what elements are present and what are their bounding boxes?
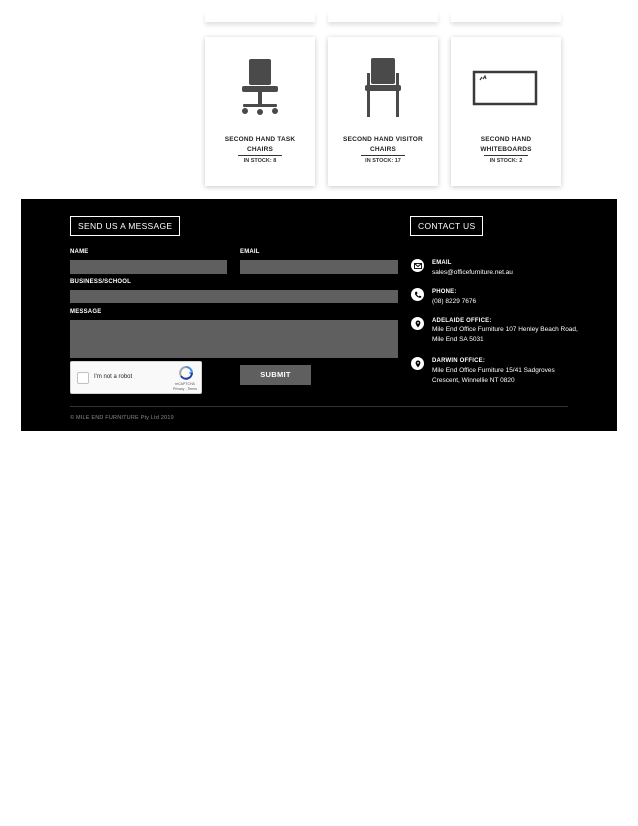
email-value[interactable]: sales@officefurniture.net.au bbox=[432, 269, 513, 276]
recaptcha-label: I'm not a robot bbox=[94, 374, 133, 380]
product-stock: IN STOCK: 17 bbox=[365, 158, 401, 164]
copyright-text: © MILE END FURNITURE Pty Ltd 2019 bbox=[70, 415, 174, 421]
location-pin-icon bbox=[411, 357, 424, 370]
product-name[interactable]: SECOND HAND VISITOR CHAIRS bbox=[343, 136, 423, 153]
product-name[interactable]: SECOND HAND WHITEBOARDS bbox=[480, 136, 532, 153]
product-card-visitor-chairs[interactable] bbox=[328, 37, 438, 186]
darwin-office-title: DARWIN OFFICE: bbox=[432, 358, 486, 364]
product-card-stub bbox=[451, 12, 561, 22]
visitor-chair-icon bbox=[328, 45, 438, 130]
adelaide-office-address: Mile End Office Furniture 107 Henley Beach Road, Mile End SA 5031 bbox=[432, 326, 578, 343]
adelaide-office-title: ADELAIDE OFFICE: bbox=[432, 318, 492, 324]
product-card-whiteboards[interactable] bbox=[451, 37, 561, 186]
product-card-stub bbox=[205, 12, 315, 22]
product-divider bbox=[361, 155, 405, 156]
email-input[interactable] bbox=[240, 260, 398, 274]
recaptcha-brand-text: reCAPTCHA bbox=[175, 382, 195, 386]
contact-us-title: CONTACT US bbox=[410, 216, 483, 236]
submit-button[interactable]: SUBMIT bbox=[240, 365, 311, 385]
product-name[interactable]: SECOND HAND TASK CHAIRS bbox=[224, 136, 296, 153]
phone-value[interactable]: (08) 8229 7676 bbox=[432, 298, 477, 305]
email-icon bbox=[411, 259, 424, 272]
name-label: NAME bbox=[70, 249, 89, 255]
footer-divider bbox=[70, 406, 568, 407]
name-input[interactable] bbox=[70, 260, 227, 274]
task-chair-icon bbox=[205, 45, 315, 130]
recaptcha-brand bbox=[173, 382, 197, 391]
whiteboard-icon bbox=[451, 45, 561, 130]
product-stock: IN STOCK: 8 bbox=[243, 158, 277, 164]
product-stock: IN STOCK: 2 bbox=[489, 158, 523, 164]
product-card-stub bbox=[328, 12, 438, 22]
business-label: BUSINESS/SCHOOL bbox=[70, 279, 132, 285]
product-card-task-chairs[interactable] bbox=[205, 37, 315, 186]
recaptcha-widget bbox=[70, 361, 202, 394]
message-textarea[interactable] bbox=[70, 320, 398, 358]
send-message-title: SEND US A MESSAGE bbox=[70, 216, 180, 236]
recaptcha-links[interactable]: Privacy - Terms bbox=[172, 386, 197, 391]
business-input[interactable] bbox=[70, 290, 398, 303]
footer bbox=[21, 199, 617, 431]
email-label: EMAIL bbox=[240, 249, 260, 255]
phone-icon bbox=[411, 288, 424, 301]
message-label: MESSAGE bbox=[70, 309, 102, 315]
phone-title: PHONE: bbox=[432, 289, 457, 295]
darwin-office-address: Mile End Office Furniture 15/41 Sadgroves Crescent, Winnellie NT 0820 bbox=[432, 367, 555, 384]
email-title: EMAIL bbox=[432, 260, 452, 266]
product-divider bbox=[484, 155, 528, 156]
location-pin-icon bbox=[411, 317, 424, 330]
product-divider bbox=[238, 155, 282, 156]
recaptcha-checkbox[interactable] bbox=[77, 372, 89, 384]
